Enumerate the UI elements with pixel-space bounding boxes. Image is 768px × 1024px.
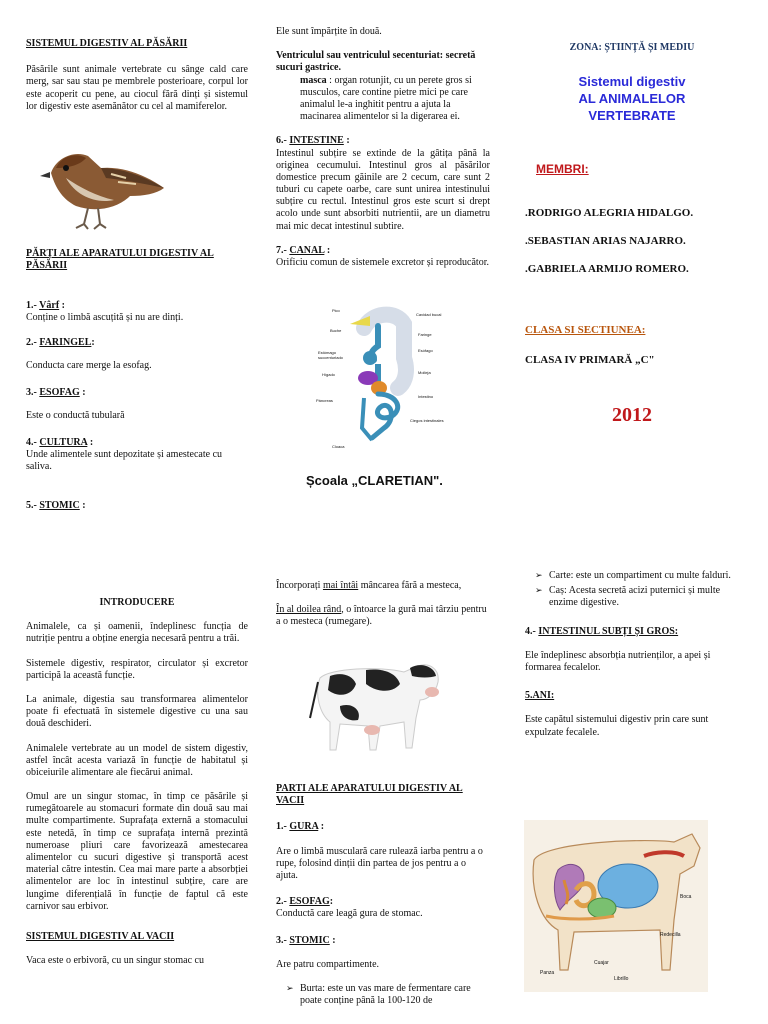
bird-part-text: Conține o limbă ascuțită și nu are dinți. [26,312,184,324]
cow-digestive-diagram [524,820,708,992]
cow-parts-title: PARTI ALE APARATULUI DIGESTIV AL VACII [276,783,463,807]
cow-part-text: Conductă care leagă gura de stomac. [276,908,423,920]
bird-part-name: FARINGEL [39,337,92,348]
intestine-title: INTESTINE [289,135,344,147]
intestines-text: Ele îndeplinesc absorbția nutrienților, a apei și formarea fecalelor. [525,649,711,673]
members-label: MEMBRI: [536,162,589,176]
cow-part-text: Are o limbă musculară care rulează iarba pentru a o rupe, folosind dinții din partea de jos pentru a o ajuta. [276,845,483,881]
diagram-label: Boca [680,894,692,900]
diagram-label: Cavidad bucal [416,312,442,317]
diagram-label: Estómago succenturiado [318,350,343,360]
member-name: .SEBASTIAN ARIAS NAJARRO. [525,235,686,248]
bird-digestive-diagram [312,298,462,458]
sparrow-illustration [26,138,176,233]
cow-section-title: SISTEMUL DIGESTIV AL VACII [26,930,175,942]
intro-paragraph: Animalele vertebrate au un model de sistem digestiv, astfel încât acesta variază în funcție de habitatul și obiceiurile alimentare ale fiecărui animal. [26,742,248,778]
bird-intro: Păsările sunt animale vertebrate cu sânge cald care merg, sar sau stau pe membrele posterioare, corpul lor este acoperit cu pene, au ciocul fără dinți și sistemul lor digestiv este asemănător cu cel al mamiferelor. [26,64,248,112]
class-label: CLASA SI SECTIUNEA: [525,324,646,336]
diagram-label: Panza [540,970,555,976]
diagram-label: Ciegos intestinales [410,418,444,423]
panel-introduction [26,597,248,967]
bird-part-text: Conducta care merge la esofag. [26,360,152,372]
member-name: .RODRIGO ALEGRIA HIDALGO. [525,207,694,219]
class-value: CLASA IV PRIMARĂ „C" [525,354,655,366]
bird-part-text: Este o conductă tubulară [26,410,125,422]
bird-part-2: 2.- FARINGEL: Conducta care merge la esofag. [26,337,248,372]
canal-text: Orificiu comun de sistemele excretor și reproducător. [276,257,489,268]
stomach-compartment-item: ➢ Carte: este un compartiment cu multe falduri. [549,570,747,582]
bird-parts-section [26,248,248,272]
bird-parts-title: PĂRȚI ALE APARATULUI DIGESTIV AL PĂSĂRII [26,248,214,272]
diagram-label: Cuajar [594,960,609,966]
member-name: .GABRIELA ARMIJO ROMERO. [525,263,689,276]
panel-bird-stomach: Ele sunt împărțite în două. Ventriculul sau ventriculul secenturiat: secretă sucuri gastrice. masca : organ rotunjit, cu un perete gros si musculos, care contine pietre mici pe care animalul le-a inghitit pentru a ajuta la macinarea alimentelor si la digerarea ei. 6.- INTESTINE : Intestinul subțire se extinde de la gâtița până la originea cecumului. Intestinul gros al păsărilor domestice precum găinile are 2 cecum, care sunt 2 tuburi cu capete oarbe, care sunt unirea intestinului subțire cu rectul. Intestinul gros este scurt si drept acolo unde sunt absorbiti nutrientii, are un diametru mai mic decat intestinul subtire. 7.- CANAL : Orificiu comun de sistemele excretor și reproducător. [276,26,490,268]
zone-label: ZONA: ȘTIINȚĂ ȘI MEDIU [569,42,695,53]
brochure-title: Sistemul digestiv AL ANIMALELOR VERTEBRATE [578,74,686,123]
bird-part-text: Unde alimentele sunt depozitate și amestecate cu saliva. [26,449,223,473]
panel-cow-intestines: ➢ Carte: este un compartiment cu multe falduri. ➢ Caș: Acesta secretă acizi puternici și multe enzime digestive. 4.- INTESTINUL SUBȚI ȘI GROS: Ele îndeplinesc absorbția nutrienților, a apei și formarea fecalelor. 5.ANI: Este capătul sistemului digestiv prin care sunt expulzate fecalele. [525,570,747,739]
diagram-label: Faringe [418,332,432,337]
school-name: Școala „CLARETIAN". [306,473,443,488]
bird-section-title: SISTEMUL DIGESTIV AL PĂSĂRII [26,38,188,49]
cow-part-name: GURA [289,821,319,833]
bird-part-3: 3.- ESOFAG : Este o conductă tubulară [26,387,248,422]
bird-part-name: Vârf [39,300,60,311]
ventricle-text: Ventriculul sau ventriculul secenturiat: secretă sucuri gastrice. [276,50,476,74]
diagram-label: Esófago [418,348,433,353]
year: 2012 [612,404,652,426]
bird-part-name: CULTURA [39,437,88,448]
bird-part-5: 5.- STOMIC : [26,500,86,511]
anus-title: .ANI: [530,690,555,702]
diagram-label: Hígado [322,372,335,377]
stomach-split-text: Ele sunt împărțite în două. [276,26,382,37]
diagram-label: Pico [332,308,340,313]
intro-paragraph: La animale, digestia sau transformarea alimentelor poate fi efectuată în sistemele digestive cu una sau două deschideri. [26,693,248,730]
stomach-compartment-item: ➢ Burta: este un vas mare de fermentare care poate conține până la 100-120 de [300,983,490,1007]
intro-paragraph: Omul are un singur stomac, în timp ce păsările și rumegătoarele au stomacuri formate din două sau mai multe compartimente. Suprafața externă a stomacului este netedă, în timp ce suprafața internă prezintă numeroase pliuri care favorizează amestecarea alimentelor cu sucuri digestive și transportă acest material către intestin. Cea mai mare parte a absorbției alimentelor are loc în intestinul subțire, care are lungime diferențială în funcție de faptul că este carnivor sau erbivor. [26,791,248,912]
cow-part-name: STOMIC [289,934,330,946]
cow-intro: Vaca este o erbivoră, cu un singur stomac cu [26,955,204,967]
intro-title: INTRODUCERE [99,597,175,608]
bird-part-4: 4.- CULTURA : Unde alimentele sunt depozitate și amestecate cu saliva. [26,437,248,474]
diagram-label: Buche [330,328,342,333]
diagram-label: Páncreas [316,398,333,403]
cow-photo [300,648,446,760]
cow-part-name: ESOFAG [289,896,330,908]
masca-label: masca [300,74,327,86]
diagram-label: Molleja [418,370,431,375]
panel-bird-digestive [26,38,248,113]
cow-parts-section: PARTI ALE APARATULUI DIGESTIV AL VACII 1.- GURA : Are o limbă musculară care rulează iarba pentru a o rupe, folosind dinții din partea de jos pentru a o ajuta. 2.- ESOFAG: Conductă care leagă gura de stomac. 3.- STOMIC : Are patru compartimente. ➢ Burta: este un vas mare de fermentare care poate conține până la 100-120 de [276,783,490,1010]
panel-cow-rumination: Încorporați mai întâi mâncarea fără a mesteca, În al doilea rând, o întoarce la gură mai târziu pentru a o mesteca (rumegare). [276,580,487,628]
diagram-label: Cloaca [332,444,345,449]
stomach-compartment-item: ➢ Caș: Acesta secretă acizi puternici și multe enzime digestive. [549,585,747,609]
bird-part-name: ESOFAG [39,387,80,398]
intro-paragraph: Sistemele digestiv, respirator, circulator și excretor participă la această funcție. [26,657,248,681]
diagram-label: Redecilla [660,932,681,938]
intestine-text: Intestinul subțire se extinde de la gâtița până la originea cecumului. Intestinul gros al păsărilor domestice precum găinile are 2 cecum, care sunt 2 tuburi cu capete oarbe, care sunt unirea intestinului subțire cu rectul. Intestinul gros este scurt si drept acolo unde sunt absorbiti nutrientii, are un diametru mai mic decat intestinul subtire. [276,147,490,232]
bird-part-1: 1.- Vârf : Conține o limbă ascuțită și nu are dinți. [26,300,248,324]
intestines-title: INTESTINUL SUBȚI ȘI GROS: [538,625,679,637]
canal-title: CANAL [289,244,325,256]
diagram-label: Librillo [614,976,629,982]
intro-paragraph: Animalele, ca și oamenii, îndeplinesc funcția de nutriție pentru a obține energia necesară pentru a trăi. [26,621,248,645]
anus-text: Este capătul sistemului digestiv prin care sunt expulzate fecalele. [525,714,709,738]
diagram-label: Intestino [418,394,434,399]
members-list [525,207,755,277]
cow-part-text: Are patru compartimente. [276,958,380,970]
masca-text: : organ rotunjit, cu un perete gros si musculos, care contine pietre mici pe care animalul le-a inghitit pentru a ajuta la macinarea alimentelor si la digerarea ei. [300,74,472,123]
bird-part-name: STOMIC [39,500,80,511]
